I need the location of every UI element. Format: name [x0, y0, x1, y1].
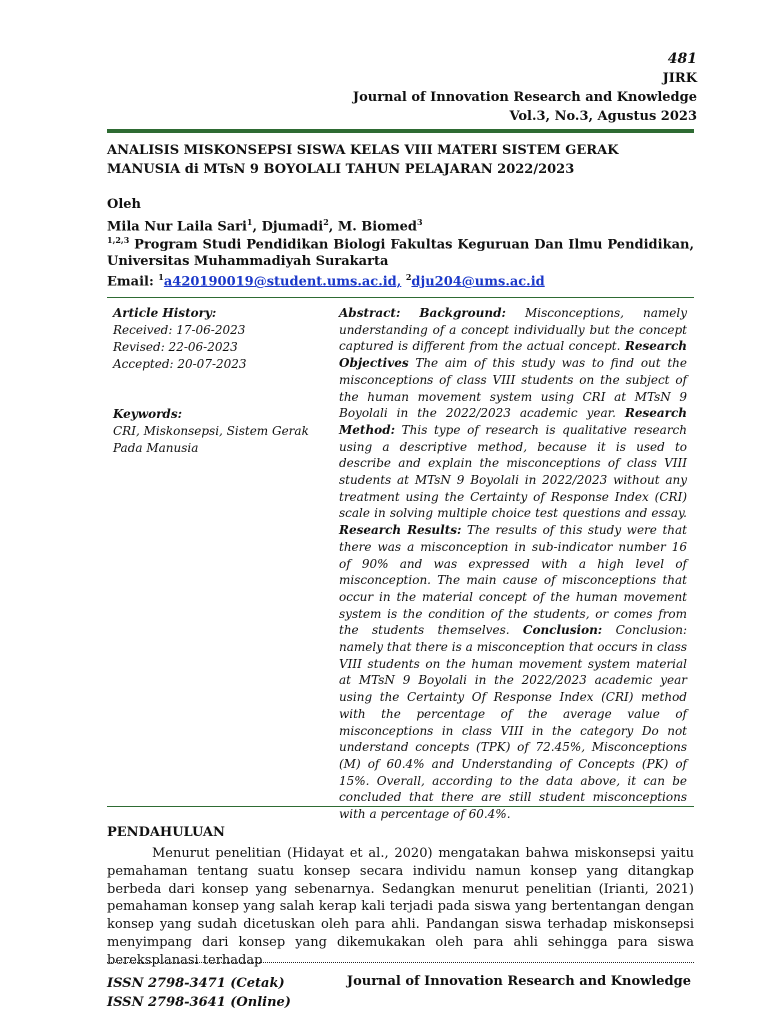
- running-header: [353, 50, 697, 126]
- issn-print: ISSN 2798-3471 (Cetak): [107, 976, 285, 991]
- email-link-2[interactable]: dju204@ums.ac.id: [411, 274, 545, 290]
- info-bottom-rule: [107, 806, 694, 807]
- keywords-heading: Keywords:: [113, 407, 183, 421]
- email-label: Email:: [107, 274, 159, 290]
- abstract-label: Abstract:: [339, 306, 401, 320]
- received-date: Received: 17-06-2023: [113, 323, 246, 337]
- author-name: M. Biomed: [337, 219, 417, 235]
- issn-online: ISSN 2798-3641 (Online): [107, 995, 291, 1010]
- affiliation-mark: 1,2,3: [107, 235, 130, 245]
- author-affil-mark: 1: [246, 217, 253, 227]
- article-info: [113, 305, 313, 457]
- abstract: [339, 305, 687, 823]
- accepted-date: Accepted: 20-07-2023: [113, 357, 247, 371]
- footer-issn: [107, 974, 291, 1012]
- objectives-label: Research Objectives: [339, 339, 687, 371]
- method-text: This type of research is qualitative research using a descriptive method, because it is used to describe and explain the misconceptions of class VIII students at MTsN 9 Boyolali in 2022/2023 without any treatment using the Certainty of Response Index (CRI) scale in solving multiple choice test questions and essay.: [339, 422, 687, 521]
- author-affil-mark: 2: [323, 217, 329, 227]
- results-text: The results of this study were that there was a misconception in sub-indicator number 16 of 90% and was expressed with a high level of misconception. The main cause of misconceptions that occur in the material concept of the human movement system is the condition of the students, or comes from the students themselves.: [339, 523, 687, 638]
- byline-label: Oleh: [107, 197, 141, 212]
- section-heading: PENDAHULUAN: [107, 825, 225, 840]
- footer-journal-name: Journal of Innovation Research and Knowledge: [346, 974, 691, 989]
- keywords-text: CRI, Miskonsepsi, Sistem Gerak Pada Manusia: [113, 424, 309, 455]
- author-name: Mila Nur Laila Sari: [107, 219, 247, 235]
- author-affil-mark: 3: [417, 217, 423, 227]
- author-list: Mila Nur Laila Sari$^1$, Djumadi$^2$, M. Biomed$^3$: [107, 217, 423, 235]
- journal-name: Journal of Innovation Research and Knowledge: [352, 90, 697, 105]
- footer-dotted-rule: [107, 962, 694, 963]
- method-label: Research Method:: [339, 406, 687, 437]
- background-label: Background:: [419, 306, 506, 320]
- conclusion-label: Conclusion:: [522, 623, 603, 638]
- info-top-rule: [107, 297, 694, 298]
- background-text: Misconceptions, namely understanding of a concept individually but the concept captured is different from the actual concept.: [339, 306, 687, 354]
- journal-volume: Vol.3, No.3, Agustus 2023: [509, 109, 697, 124]
- page-number: 481: [667, 51, 697, 67]
- header-rule: [107, 129, 694, 133]
- email-link-1[interactable]: a420190019@student.ums.ac.id,: [163, 274, 402, 290]
- author-name: Djumadi: [261, 219, 324, 235]
- objectives-text: The aim of this study was to find out the misconceptions of class VIII students on the subject of the human movement system using CRI at MTsN 9 Boyolali in the 2022/2023 academic year.: [339, 356, 687, 421]
- intro-paragraph: Menurut penelitian (Hidayat et al., 2020) mengatakan bahwa miskonsepsi yaitu pemahaman tentang suatu konsep secara individu namun konsep yang ditangkap berbeda dari konsep yang sebenarnya. Sedangkan menurut penelitian (Irianti, 2021) pemahaman konsep yang salah kerap kali terjadi pada siswa yang bertentangan dengan konsep yang sudah dicetuskan oleh para ahli. Pandangan siswa terhadap miskonsepsi menyimpang dari konsep yang dikemukakan oleh para ahli sehingga para siswa bereksplanasi terhadap: [107, 846, 694, 968]
- results-label: Research Results:: [339, 523, 462, 538]
- email-mark: 2: [405, 272, 412, 282]
- history-heading: Article History:: [113, 306, 217, 320]
- affiliation-text: Program Studi Pendidikan Biologi Fakultas Keguruan Dan Ilmu Pendidikan, Universitas Muhammadiyah Surakarta: [107, 237, 694, 270]
- email-mark: 1: [158, 272, 164, 282]
- conclusion-text: Conclusion: namely that there is a misconception that occurs in class VIII students on the human movement system material at MTsN 9 Boyolali in the 2022/2023 academic year using the Certainty Of Response Index (CRI) method with the percentage of the average value of misconceptions in class VIII in the category Do not understand concepts (TPK) of 72.45%, Misconceptions (M) of 60.4% and Understanding of Concepts (PK) of 15%. Overall, according to the data above, it can be concluded that there are still student misconceptions with a percentage of 60.4%.: [339, 623, 687, 822]
- journal-abbreviation: JIRK: [662, 71, 697, 86]
- email-line: [107, 269, 694, 290]
- revised-date: Revised: 22-06-2023: [113, 340, 238, 354]
- article-title: ANALISIS MISKONSEPSI SISWA KELAS VIII MATERI SISTEM GERAK MANUSIA di MTsN 9 BOYOLALI TAHUN PELAJARAN 2022/2023: [107, 143, 619, 177]
- affiliation: [107, 232, 694, 270]
